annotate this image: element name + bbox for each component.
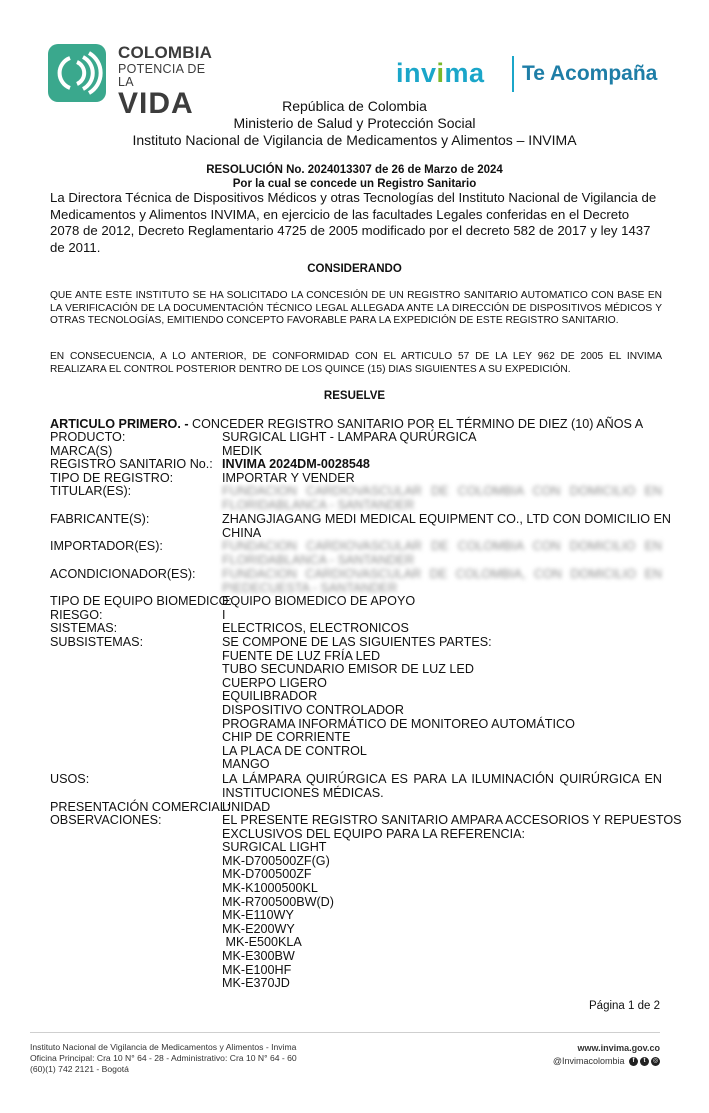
registration-number: INVIMA 2024DM-0028548: [222, 457, 370, 471]
value-line: INSTITUCIONES MÉDICAS.: [222, 785, 384, 800]
considerando-paragraph-2: EN CONSECUENCIA, A LO ANTERIOR, DE CONFORMIDAD CON EL ARTICULO 57 DE LA LEY 962 DE 2005 EL INVIMA REALIZARA EL CONTROL POSTERIOR DENTRO DE LOS QUINCE (15) DIAS SIGUIENTES A SU EXPEDICIÓN.: [50, 351, 662, 375]
field-value: MEDIK: [222, 444, 262, 458]
invima-wordmark-c: ma: [444, 58, 485, 88]
footer-contact: [480, 1042, 660, 1068]
field-label: USOS:: [50, 772, 90, 786]
value-line: MANGO: [222, 757, 270, 772]
header-republica: República de Colombia: [282, 98, 427, 114]
footer-phone: (60)(1) 742 2121 - Bogotá: [30, 1064, 129, 1074]
resolution-title: RESOLUCIÓN No. 2024013307 de 26 de Marzo de 2024: [206, 164, 503, 176]
field-value: EQUIPO BIOMEDICO DE APOYO: [222, 594, 416, 608]
field-value: IMPORTAR Y VENDER: [222, 471, 355, 485]
invima-wordmark: [396, 58, 485, 89]
header-instituto: Instituto Nacional de Vigilancia de Medicamentos y Alimentos – INVIMA: [132, 132, 577, 148]
value-line: LA LÁMPARA QUIRÚRGICA ES PARA LA ILUMINACIÓN QUIRÚRGICA EN: [222, 772, 662, 786]
value-line: ZHANGJIAGANG MEDI MEDICAL EQUIPMENT CO., LTD CON DOMICILIO EN: [222, 512, 671, 526]
value-line: MK-K1000500KL: [222, 880, 318, 895]
value-line: MK-E100HF: [222, 962, 292, 977]
value-line: MK-E200WY: [222, 921, 295, 936]
value-line: MK-D700500ZF: [222, 867, 312, 882]
field-value: [222, 636, 662, 772]
value-line: CHINA: [222, 525, 262, 540]
field-label: MARCA(S): [50, 444, 113, 458]
invima-logo: [396, 54, 686, 94]
value-line: EXCLUSIVOS DEL EQUIPO PARA LA REFERENCIA:: [222, 826, 526, 841]
value-line: MK-D700500ZF(G): [222, 853, 330, 868]
footer-address: [30, 1042, 297, 1075]
considerando-paragraph-1: QUE ANTE ESTE INSTITUTO SE HA SOLICITADO LA CONCESIÓN DE UN REGISTRO SANITARIO AUTOMATICO CON BASE EN LA VERIFICACIÓN DE LA DOCUMENTACIÓN TÉCNICO LEGAL ALLEGADA ANTE LA DIRECCIÓN DE DISPOSITIVOS MÉDICOS Y OTRAS TECNOLOGÍAS, EMITIENDO CONCEPTO FAVORABLE PARA LA EXPEDICIÓN DE ESTE REGISTRO SANITARIO.: [50, 290, 662, 326]
article-label: ARTICULO PRIMERO. -: [50, 417, 189, 431]
article-text: CONCEDER REGISTRO SANITARIO POR EL TÉRMINO DE DIEZ (10) AÑOS A: [188, 417, 644, 431]
value-line: MK-E300BW: [222, 948, 295, 963]
field-value: ELECTRICOS, ELECTRONICOS: [222, 621, 409, 635]
field-label: OBSERVACIONES:: [50, 813, 162, 827]
value-line: TUBO SECUNDARIO EMISOR DE LUZ LED: [222, 662, 474, 677]
footer-social-handle[interactable]: @Invimacolombia: [552, 1056, 625, 1066]
value-line: MK-E110WY: [222, 908, 294, 923]
logo-line-vida: VIDA: [118, 87, 194, 120]
field-label: REGISTRO SANITARIO No.:: [50, 457, 213, 471]
value-line: PROGRAMA INFORMÁTICO DE MONITOREO AUTOMÁTICO: [222, 716, 575, 731]
field-label: SUBSISTEMAS:: [50, 635, 144, 649]
field-value-redacted: [222, 485, 662, 512]
header-ministerio: Ministerio de Salud y Protección Social: [233, 115, 476, 131]
intro-line: Medicamentos y Alimentos INVIMA, en ejercicio de las facultades Legales conferidas en el Decreto: [50, 206, 630, 222]
intro-line: 2078 de 2012, Decreto Reglamentario 4725 de 2005 modificado por el decreto 582 de 2017 y ley 1437: [50, 223, 651, 238]
considerando-heading: CONSIDERANDO: [307, 263, 402, 275]
value-line: DISPOSITIVO CONTROLADOR: [222, 702, 404, 717]
field-value: [222, 813, 682, 991]
field-label: TIPO DE EQUIPO BIOMEDICO:: [50, 594, 232, 608]
intro-paragraph: [50, 190, 662, 256]
field-label: PRODUCTO:: [50, 430, 126, 444]
value-line: MK-E370JD: [222, 976, 290, 991]
field-label: FABRICANTE(S):: [50, 512, 150, 526]
field-value-redacted: [222, 568, 662, 595]
footer-institution: Instituto Nacional de Vigilancia de Medicamentos y Alimentos - Invima: [30, 1042, 297, 1052]
footer-divider: [30, 1032, 660, 1033]
value-line: PIEDECUESTA - SANTANDER: [222, 580, 398, 595]
logo-divider: [512, 56, 514, 92]
colombia-logo: [48, 43, 218, 120]
intro-line: de 2011.: [50, 239, 101, 255]
value-line: SURGICAL LIGHT: [222, 840, 327, 855]
field-value: UNIDAD: [222, 800, 271, 814]
field-value: I: [222, 608, 226, 622]
field-label: TIPO DE REGISTRO:: [50, 471, 174, 485]
article-primero: [50, 417, 670, 431]
value-line: FUENTE DE LUZ FRÍA LED: [222, 648, 381, 663]
value-line: SE COMPONE DE LAS SIGUIENTES PARTES:: [222, 635, 492, 649]
field-label: ACONDICIONADOR(ES):: [50, 567, 196, 581]
facebook-icon[interactable]: f: [629, 1057, 638, 1066]
field-label: TITULAR(ES):: [50, 484, 132, 498]
logo-line-potencia: POTENCIA DE LA: [118, 62, 206, 89]
field-value: [222, 512, 671, 540]
invima-wordmark-a: inv: [396, 58, 437, 88]
invima-wordmark-b: i: [436, 58, 445, 88]
field-value: [222, 773, 662, 800]
field-value-redacted: [222, 540, 662, 567]
value-line: LA PLACA DE CONTROL: [222, 743, 367, 758]
instagram-icon[interactable]: ◎: [652, 1058, 659, 1065]
value-line: EQUILIBRADOR: [222, 689, 318, 704]
value-line: FLORIDABLANCA - SANTANDER: [222, 497, 415, 512]
value-line: MK-R700500BW(D): [222, 894, 334, 909]
colombia-logo-icon: [48, 44, 106, 102]
value-line: FUNDACION CARDIOVASCULAR DE COLOMBIA, CON DOMICILIO EN: [222, 567, 662, 581]
footer-offices: Oficina Principal: Cra 10 N° 64 - 28 - Administrativo: Cra 10 N° 64 - 60: [30, 1053, 297, 1063]
page-number: Página 1 de 2: [589, 1000, 660, 1012]
field-label: SISTEMAS:: [50, 621, 118, 635]
footer-social: [480, 1055, 660, 1068]
intro-line: La Directora Técnica de Dispositivos Médicos y otras Tecnologías del Instituto Nacional de Vigilancia de: [50, 190, 657, 205]
value-line: EL PRESENTE REGISTRO SANITARIO AMPARA ACCESORIOS Y REPUESTOS: [222, 813, 682, 827]
field-label: RIESGO:: [50, 608, 103, 622]
value-line: MK-E500KLA: [222, 935, 302, 950]
twitter-icon[interactable]: t: [640, 1057, 649, 1066]
value-line: FUNDACION CARDIOVASCULAR DE COLOMBIA CON DOMICILIO EN: [222, 539, 662, 553]
footer-website-link[interactable]: www.invima.gov.co: [577, 1043, 660, 1053]
resolution-subtitle: Por la cual se concede un Registro Sanitario: [232, 178, 477, 190]
logo-line-colombia: COLOMBIA: [118, 43, 213, 62]
value-line: CUERPO LIGERO: [222, 675, 327, 690]
invima-tagline: Te Acompaña: [522, 62, 658, 85]
resuelve-heading: RESUELVE: [323, 390, 386, 402]
field-label: PRESENTACIÓN COMERCIAL:: [50, 800, 231, 814]
value-line: FUNDACION CARDIOVASCULAR DE COLOMBIA CON DOMICILIO EN: [222, 484, 662, 498]
value-line: CHIP DE CORRIENTE: [222, 730, 351, 745]
field-value: SURGICAL LIGHT - LAMPARA QURÚRGICA: [222, 430, 477, 444]
value-line: FLORIDABLANCA - SANTANDER: [222, 552, 415, 567]
field-label: IMPORTADOR(ES):: [50, 539, 163, 553]
